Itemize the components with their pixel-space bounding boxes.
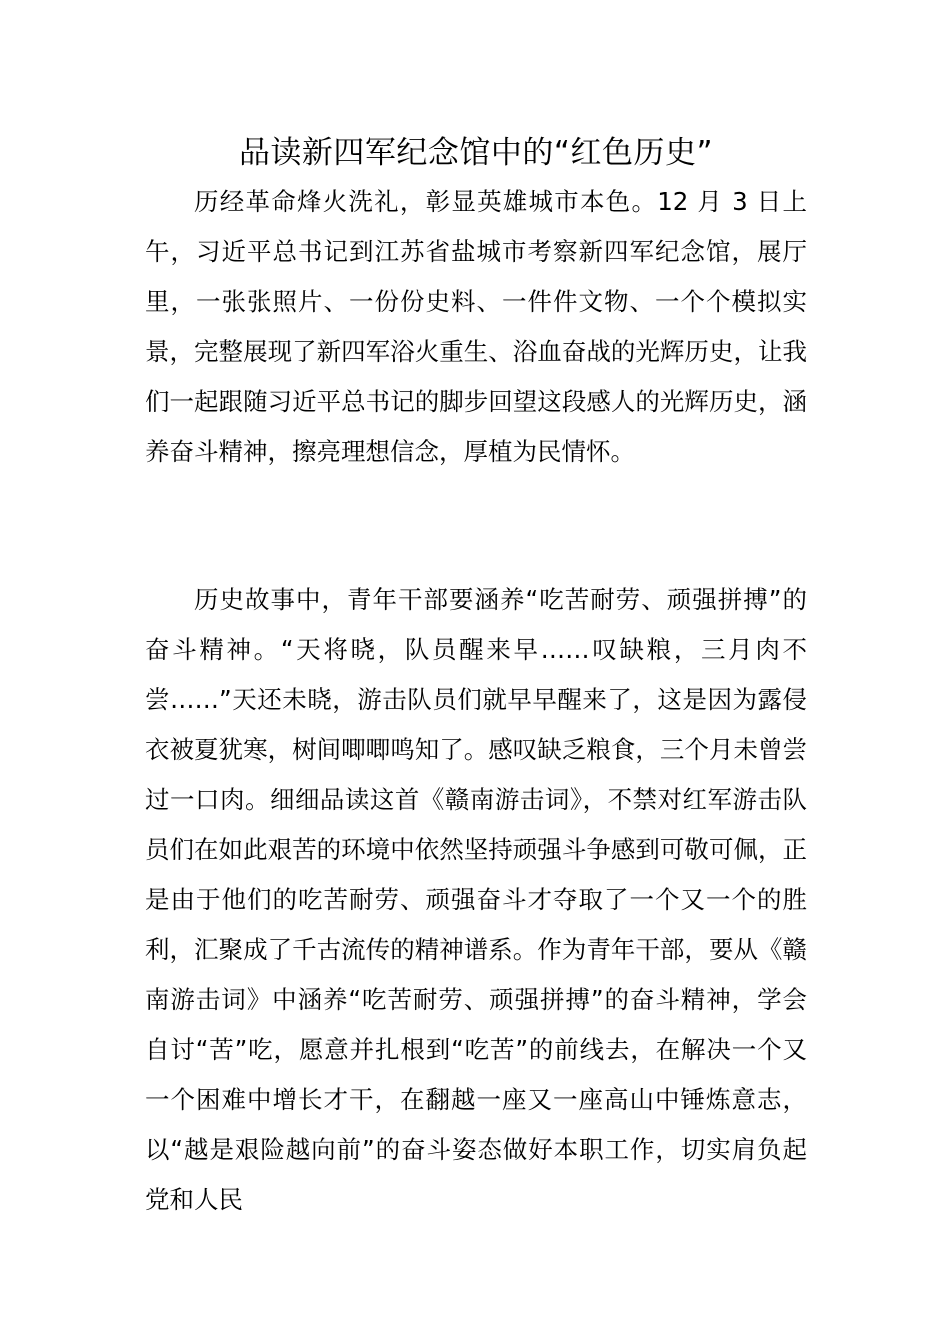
paragraph-intro: 历经革命烽火洗礼，彰显英雄城市本色。12 月 3 日上午，习近平总书记到江苏省盐城市考察新四军纪念馆，展厅里，一张张照片、一份份史料、一件件文物、一个个模拟实景，完整展现了新四军浴火重生、浴血奋战的光辉历史，让我们一起跟随习近平总书记的脚步回望这段感人的光辉历史，涵养奋斗精神，擦亮理想信念，厚植为民情怀。 bbox=[145, 187, 807, 466]
document-title: 品读新四军纪念馆中的“红色历史” bbox=[238, 135, 714, 171]
paragraph-history-story: 历史故事中，青年干部要涵养“吃苦耐劳、顽强拼搏”的奋斗精神。“天将晓，队员醒来早……叹缺粮，三月肉不尝……”天还未晓，游击队员们就早早醒来了，这是因为露侵衣被夏犹寒，树间唧唧鸣知了。感叹缺乏粮食，三个月未曾尝过一口肉。细细品读这首《赣南游击词》，不禁对红军游击队员们在如此艰苦的环境中依然坚持顽强斗争感到可敬可佩，正是由于他们的吃苦耐劳、顽强奋斗才夺取了一个又一个的胜利，汇聚成了千古流传的精神谱系。作为青年干部，要从《赣南游击词》中涵养“吃苦耐劳、顽强拼搏”的奋斗精神，学会自讨“苦”吃，愿意并扎根到“吃苦”的前线去，在解决一个又一个困难中增长才干，在翻越一座又一座高山中锤炼意志，以“越是艰险越向前”的奋斗姿态做好本职工作，切实肩负起党和人民 bbox=[145, 585, 807, 1214]
